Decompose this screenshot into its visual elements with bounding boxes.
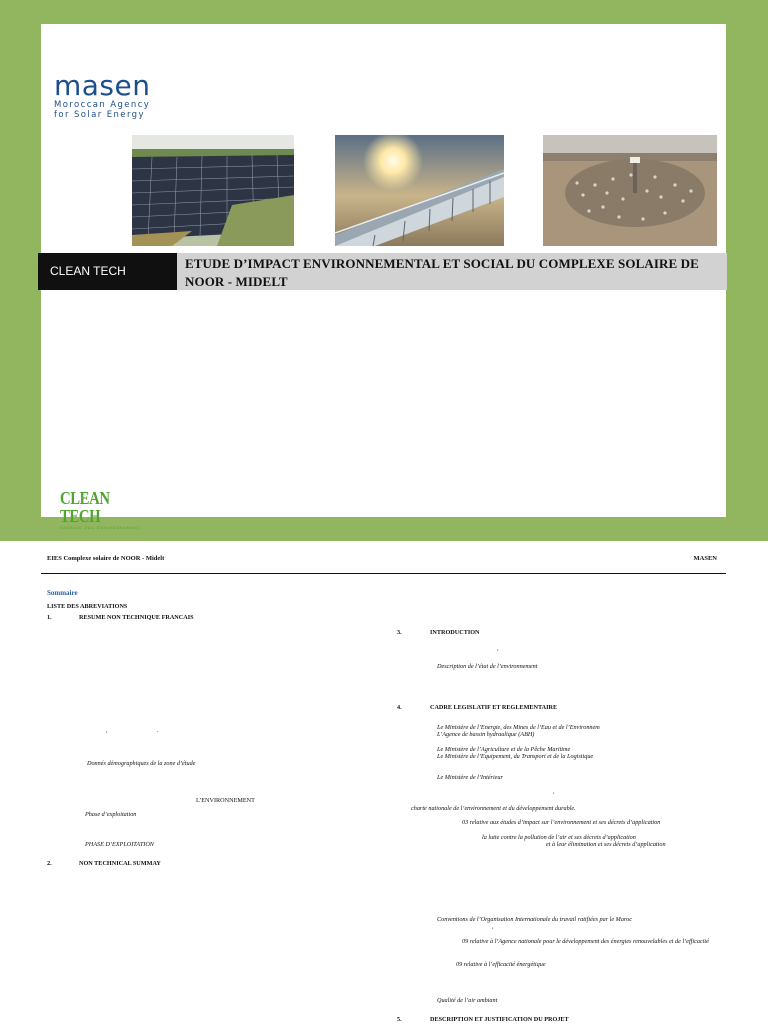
brand-tagline: ENERGIE EAU ENVIRONNEMENT bbox=[60, 526, 141, 530]
toc-s4-item[interactable]: Le Ministère de l’Agriculture et de la Pêche Maritime bbox=[437, 746, 571, 753]
clean-tech-label: CLEAN TECH bbox=[38, 253, 177, 290]
toc-heading: Sommaire bbox=[47, 589, 78, 597]
toc-s4-item[interactable]: Qualité de l’air ambiant bbox=[437, 997, 498, 1004]
toc-s4-title[interactable]: CADRE LEGISLATIF ET REGLEMENTAIRE bbox=[430, 704, 558, 711]
toc-s4-number: 4. bbox=[397, 704, 402, 711]
brand-name: CLEAN TECH bbox=[60, 488, 110, 526]
toc-s5-number: 5. bbox=[397, 1016, 402, 1023]
toc-mark: , bbox=[553, 788, 555, 795]
toc-s5-title[interactable]: DESCRIPTION ET JUSTIFICATION DU PROJET bbox=[430, 1016, 569, 1023]
toc-s1-title[interactable]: RESUME NON TECHNIQUE FRANCAIS bbox=[79, 614, 194, 621]
toc-s4-item[interactable]: L’Agence de bassin hydraulique (ABH) bbox=[437, 731, 535, 738]
toc-s1-environment[interactable]: L’ENVIRONNEMENT bbox=[196, 797, 255, 804]
toc-mark: . bbox=[157, 727, 159, 734]
toc-s4-item[interactable]: 03 relative aux études d’impact sur l’environnement et ses décrets d’application bbox=[462, 819, 661, 826]
toc-s2-title[interactable]: NON TECHNICAL SUMMAY bbox=[79, 860, 161, 867]
toc-mark: , bbox=[106, 727, 108, 734]
toc-s4-item[interactable]: Le Ministère de l’Intérieur bbox=[437, 774, 503, 781]
cover-title-bar bbox=[38, 253, 727, 290]
photovoltaic-panels-photo bbox=[132, 135, 294, 246]
toc-s1-number: 1. bbox=[47, 614, 52, 621]
clean-tech-logo bbox=[60, 489, 150, 530]
page-header-right: MASEN bbox=[693, 555, 717, 562]
toc-s4-item[interactable]: 09 relative à l’efficacité énergétique bbox=[456, 961, 546, 968]
masen-logo bbox=[54, 69, 164, 120]
toc-s4-item[interactable]: et à leur élimination et ses décrets d’application bbox=[546, 841, 666, 848]
title-line-2: NOOR - MIDELT bbox=[185, 274, 288, 289]
parabolic-trough-photo bbox=[335, 135, 504, 246]
document-title bbox=[177, 253, 727, 290]
cover-sheet bbox=[41, 24, 726, 530]
page-header-left: EIES Complexe solaire de NOOR - Midelt bbox=[47, 555, 165, 562]
toc-s4-item[interactable]: Le Ministère de l’Equipement, du Transport et de la Logistique bbox=[437, 753, 594, 760]
toc-s3-title[interactable]: INTRODUCTION bbox=[430, 629, 480, 636]
toc-s1-operation-caps[interactable]: PHASE D’EXPLOITATION bbox=[85, 841, 154, 848]
header-divider bbox=[41, 573, 726, 574]
toc-s4-item[interactable]: charte nationale de l’environnement et du développement durable. bbox=[411, 805, 576, 812]
toc-s4-item[interactable]: Conventions de l’Organisation Internationale du travail ratifiées par le Maroc bbox=[437, 916, 632, 923]
title-line-1: ETUDE D’IMPACT ENVIRONNEMENTAL ET SOCIAL DU COMPLEXE SOLAIRE DE bbox=[185, 256, 699, 271]
toc-s4-item[interactable]: la lutte contre la pollution de l’air et ses décrets d’application bbox=[482, 834, 636, 841]
toc-s4-item[interactable]: Le Ministère de l’Energie, des Mines de l’Eau et de l’Environnem bbox=[437, 724, 600, 731]
logo-subtitle-2: for Solar Energy bbox=[54, 110, 145, 120]
toc-s1-operation[interactable]: Phase d’exploitation bbox=[85, 811, 137, 818]
toc-s3-description[interactable]: Description de l’état de l’environnement bbox=[437, 663, 538, 670]
toc-abbreviations[interactable]: LISTE DES ABREVIATIONS bbox=[47, 603, 128, 610]
toc-page bbox=[0, 541, 768, 1024]
toc-mark: , bbox=[497, 645, 499, 652]
toc-mark: , bbox=[492, 923, 494, 930]
solar-tower-photo bbox=[543, 135, 717, 246]
toc-s1-demographics[interactable]: Donnés démographiques de la zone d’étude bbox=[87, 760, 196, 767]
logo-subtitle-1: Moroccan Agency bbox=[54, 100, 151, 110]
logo-word: masen bbox=[54, 69, 151, 102]
toc-s3-number: 3. bbox=[397, 629, 402, 636]
toc-s2-number: 2. bbox=[47, 860, 52, 867]
toc-s4-item[interactable]: 09 relative à l’Agence nationale pour le développement des énergies renouvelables et de l’efficacité bbox=[462, 938, 709, 945]
